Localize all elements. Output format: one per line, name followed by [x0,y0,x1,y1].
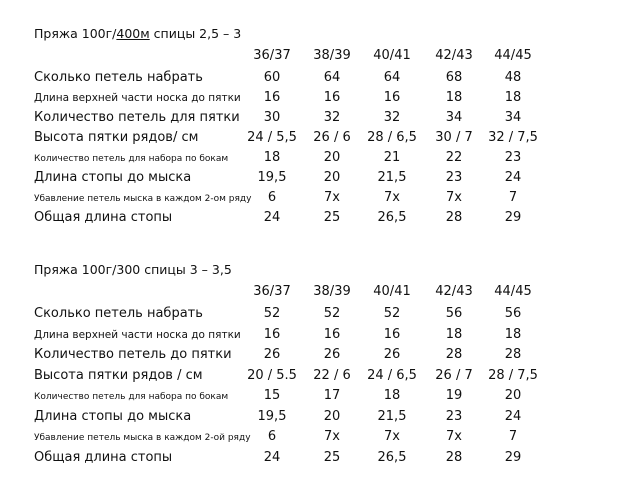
size-header: 40/41 [373,48,411,63]
value-cell: 64 [323,70,341,85]
value-cell: 30 / 7 [435,130,473,145]
value-cell: 18 [445,90,463,105]
value-cell: 32 / 7,5 [488,130,538,145]
value-cell: 21,5 [377,170,407,185]
value-cell: 30 [263,110,281,125]
row-label: Убавление петель мыска в каждом 2-ой ряду [34,433,251,443]
value-cell: 28 [445,449,463,465]
size-header: 44/45 [494,48,532,63]
table-row [0,327,640,347]
value-cell: 16 [263,90,281,105]
table-row [0,150,640,170]
value-cell: 34 [445,110,463,125]
row-label: Длина верхней части носка до пятки [34,328,241,341]
value-cell: 52 [383,306,401,321]
value-cell: 28 / 7,5 [488,367,538,383]
row-label: Длина верхней части носка до пятки [34,92,241,104]
value-cell: 23 [445,170,463,185]
row-label: Сколько петель набрать [34,70,203,85]
value-cell: 60 [263,70,281,85]
value-cell: 16 [323,90,341,105]
title-prefix: Пряжа 100г/300 спицы 3 – 3,5 [34,262,232,277]
value-cell: 20 [323,408,341,424]
value-cell: 6 [267,190,277,205]
row-label: Количество петель для пятки [34,110,240,125]
table-row [0,110,640,130]
value-cell: 24 [504,170,522,185]
table-row [0,130,640,150]
table-row [0,70,640,90]
table-row [0,306,640,326]
value-cell: 20 [323,170,341,185]
section-title [34,26,241,41]
value-cell: 26 [323,347,341,362]
value-cell: 24 / 5,5 [247,130,297,145]
value-cell: 21,5 [377,408,407,424]
title-prefix: Пряжа 100г/ [34,26,117,41]
value-cell: 26,5 [377,449,407,465]
value-cell: 64 [383,70,401,85]
value-cell: 22 [445,150,463,165]
table-row [0,170,640,190]
value-cell: 26 [383,347,401,362]
value-cell: 52 [263,306,281,321]
value-cell: 26,5 [377,210,407,225]
value-cell: 25 [323,210,341,225]
value-cell: 20 [504,388,522,403]
value-cell: 56 [445,306,463,321]
row-label: Высота пятки рядов / см [34,367,203,383]
value-cell: 29 [504,210,522,225]
size-header: 38/39 [313,284,351,299]
size-header: 42/43 [435,48,473,63]
value-cell: 25 [323,449,341,465]
value-cell: 23 [504,150,522,165]
value-cell: 18 [263,150,281,165]
value-cell: 19 [445,388,463,403]
value-cell: 26 [263,347,281,362]
value-cell: 18 [383,388,401,403]
title-underlined: 400м [116,26,150,41]
value-cell: 32 [323,110,341,125]
value-cell: 7х [384,190,400,205]
size-header: 44/45 [494,284,532,299]
table-row [0,429,640,449]
value-cell: 48 [504,70,522,85]
section-title [34,262,232,277]
value-cell: 7х [446,429,462,444]
size-header: 36/37 [253,284,291,299]
value-cell: 7х [384,429,400,444]
value-cell: 19,5 [257,170,287,185]
row-label: Количество петель для набора по бокам [34,392,229,402]
table-row [0,190,640,210]
value-cell: 19,5 [257,408,287,424]
value-cell: 56 [504,306,522,321]
value-cell: 24 [504,408,522,424]
table-row [0,347,640,367]
value-cell: 52 [323,306,341,321]
title-suffix: спицы 2,5 – 3 [149,26,242,41]
size-header: 40/41 [373,284,411,299]
value-cell: 16 [383,90,401,105]
size-header-row [0,284,640,304]
table-row [0,368,640,388]
value-cell: 18 [504,90,522,105]
value-cell: 16 [383,326,401,342]
value-cell: 29 [504,449,522,465]
value-cell: 26 / 6 [313,130,351,145]
size-header: 38/39 [313,48,351,63]
value-cell: 68 [445,70,463,85]
table-row [0,90,640,110]
value-cell: 20 [323,150,341,165]
value-cell: 20 / 5.5 [247,367,297,383]
row-label: Длина стопы до мыска [34,170,192,185]
value-cell: 24 [263,449,281,465]
value-cell: 15 [263,388,281,403]
value-cell: 28 [445,210,463,225]
row-label: Общая длина стопы [34,210,173,225]
value-cell: 6 [267,429,277,444]
value-cell: 7х [324,429,340,444]
table-row [0,409,640,429]
value-cell: 34 [504,110,522,125]
row-label: Длина стопы до мыска [34,408,192,424]
value-cell: 7 [508,190,518,205]
value-cell: 18 [504,326,522,342]
value-cell: 7 [508,429,518,444]
row-label: Общая длина стопы [34,449,173,465]
size-header: 42/43 [435,284,473,299]
table-row [0,388,640,408]
value-cell: 24 / 6,5 [367,367,417,383]
value-cell: 26 / 7 [435,367,473,383]
value-cell: 17 [323,388,341,403]
size-header: 36/37 [253,48,291,63]
value-cell: 16 [263,326,281,342]
row-label: Количество петель до пятки [34,347,232,362]
table-row [0,210,640,230]
value-cell: 28 / 6,5 [367,130,417,145]
value-cell: 23 [445,408,463,424]
value-cell: 7х [446,190,462,205]
value-cell: 28 [504,347,522,362]
size-header-row [0,48,640,68]
value-cell: 21 [383,150,401,165]
row-label: Количество петель для набора по бокам [34,154,229,164]
value-cell: 7х [324,190,340,205]
value-cell: 24 [263,210,281,225]
row-label: Сколько петель набрать [34,306,203,321]
value-cell: 16 [323,326,341,342]
row-label: Убавление петель мыска в каждом 2-ом ряду [34,194,252,204]
value-cell: 28 [445,347,463,362]
value-cell: 32 [383,110,401,125]
table-row [0,450,640,470]
value-cell: 18 [445,326,463,342]
value-cell: 22 / 6 [313,367,351,383]
row-label: Высота пятки рядов/ см [34,130,199,145]
